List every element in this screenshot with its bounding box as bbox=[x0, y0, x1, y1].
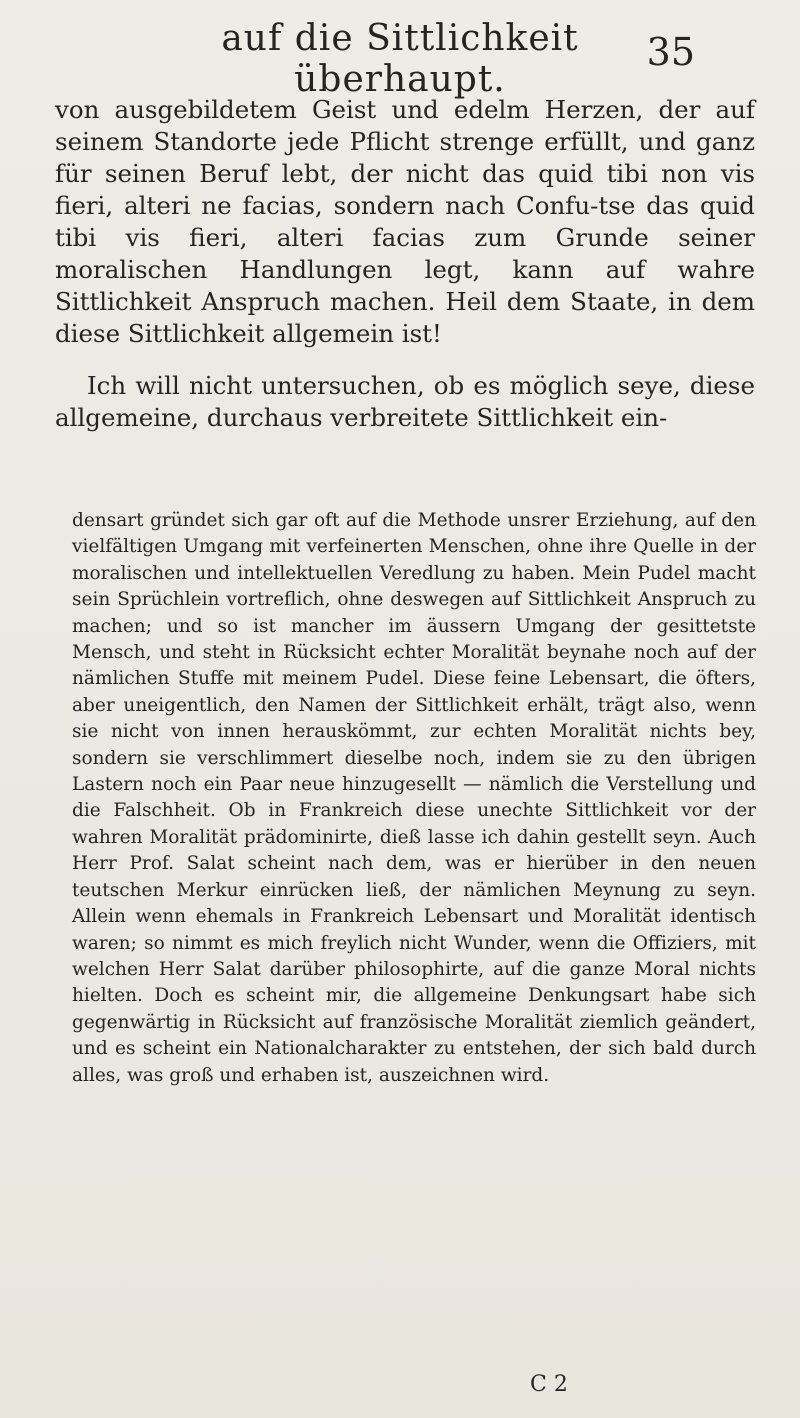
main-text bbox=[55, 94, 755, 434]
main-paragraph-2: Ich will nicht untersuchen, ob es möglich seye, diese allgemeine, durchaus verbreitete Sittlichkeit ein- bbox=[55, 371, 755, 432]
signature-mark: C 2 bbox=[530, 1372, 568, 1397]
running-head: auf die Sittlichkeit überhaupt. bbox=[221, 18, 579, 100]
page-header bbox=[0, 8, 800, 100]
main-paragraph-1: von ausgebildetem Geist und edelm Herzen, der auf seinem Standorte jede Pflicht strenge erfüllt, und ganz für seinen Beruf lebt, der nicht das quid tibi non vis fieri, alteri ne facias, sondern nach Confu-tse das quid tibi vis fieri, alteri facias zum Grunde seiner moralischen Handlungen legt, kann auf wahre Sittlichkeit Anspruch machen. Heil dem Staate, in dem diese Sittlichkeit allgemein ist! bbox=[55, 95, 755, 348]
footnote-paragraph: densart gründet sich gar oft auf die Methode unsrer Erziehung, auf den vielfältigen Umgang mit verfeinerten Menschen, ohne ihre Quelle in der moralischen und intellektuellen Veredlung zu haben. Mein Pudel macht sein Sprüchlein vortreflich, ohne deswegen auf Sittlichkeit Anspruch zu machen; und so ist mancher im äussern Umgang der gesittetste Mensch, und steht in Rücksicht echter Moralität beynahe noch auf der nämlichen Stuffe mit meinem Pudel. Diese feine Lebensart, die öfters, aber uneigentlich, den Namen der Sittlichkeit erhält, trägt also, wenn sie nicht von innen herauskömmt, zur echten Moralität nichts bey, sondern sie verschlimmert dieselbe noch, indem sie zu den übrigen Lastern noch ein Paar neue hinzugesellt — nämlich die Verstellung und die Falschheit. Ob in Frankreich diese unechte Sittlichkeit vor der wahren Moralität prädominirte, dieß lasse ich dahin gestellt seyn. Auch Herr Prof. Salat scheint nach dem, was er hierüber in den neuen teutschen Merkur einrücken ließ, der nämlichen Meynung zu seyn. Allein wenn ehemals in Frankreich Lebensart und Moralität identisch waren; so nimmt es mich freylich nicht Wunder, wenn die Offiziers, mit welchen Herr Salat darüber philosophirte, auf die ganze Moral nichts hielten. Doch es scheint mir, die allgemeine Denkungsart habe sich gegenwärtig in Rücksicht auf französische Moralität ziemlich geändert, und es scheint ein Nationalcharakter zu entstehen, der sich bald durch alles, was groß und erhaben ist, auszeichnen wird. bbox=[72, 510, 756, 1086]
page-number: 35 bbox=[646, 30, 695, 74]
footnote-text bbox=[72, 508, 756, 1089]
